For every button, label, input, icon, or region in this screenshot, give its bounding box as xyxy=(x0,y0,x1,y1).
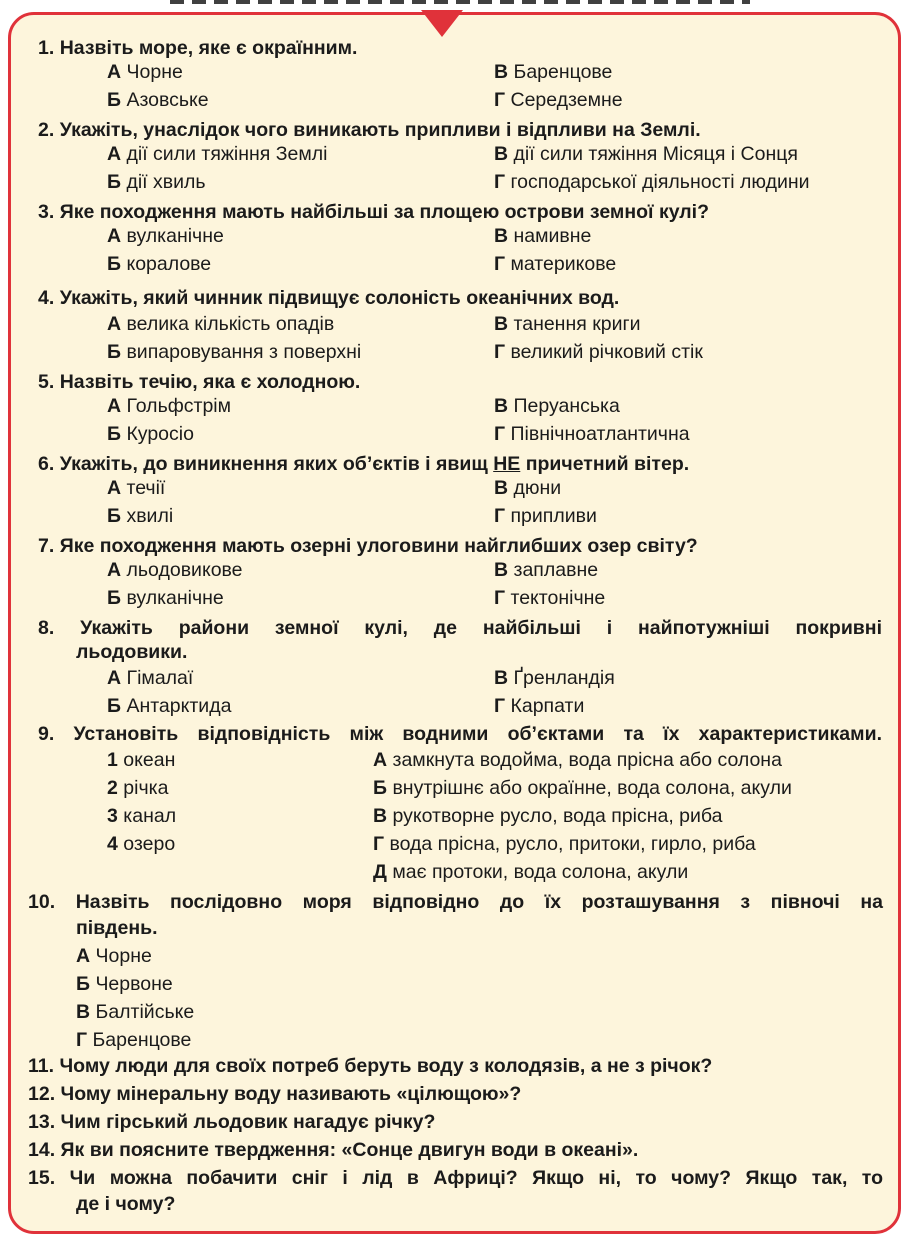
item-key: 2 xyxy=(107,777,118,799)
option-text: випаровування з поверхні xyxy=(126,341,362,363)
option-text: Чорне xyxy=(126,61,183,83)
question-number: 13. xyxy=(28,1111,56,1133)
item-text: вода прісна, русло, притоки, гирло, риба xyxy=(389,833,756,855)
question-number: 3. xyxy=(38,201,55,223)
question-number: 1. xyxy=(38,37,55,59)
item-text: Баренцове xyxy=(92,1029,192,1051)
option-5-B xyxy=(107,420,194,448)
option-text: великий річковий стік xyxy=(510,341,703,363)
item-text: замкнута водойма, вода прісна або солона xyxy=(392,749,782,771)
option-text: вулканічне xyxy=(126,587,224,609)
option-text: Куросіо xyxy=(126,423,194,445)
question-number: 11. xyxy=(28,1055,55,1077)
item-text: Балтійське xyxy=(95,1001,195,1023)
option-letter: В xyxy=(494,559,509,581)
option-3-A xyxy=(107,222,224,250)
question-number: 6. xyxy=(38,453,55,475)
option-text: материкове xyxy=(510,253,617,275)
item-key: А xyxy=(373,749,388,771)
question-13 xyxy=(28,1108,435,1136)
question-text: Чому люди для своїх потреб беруть воду з колодязів, а не з річок? xyxy=(59,1055,713,1077)
option-letter: В xyxy=(494,313,509,335)
option-6-A xyxy=(107,474,165,502)
option-text: Середземне xyxy=(510,89,623,111)
option-8-H xyxy=(494,692,584,720)
option-letter: В xyxy=(494,395,509,417)
option-letter: А xyxy=(107,225,122,247)
option-7-H xyxy=(494,584,605,612)
question-text: Чи можна побачити сніг і лід в Африці? Якщо ні, то чому? Якщо так, то xyxy=(69,1167,884,1189)
option-text: Антарктида xyxy=(126,695,232,717)
item-key: А xyxy=(76,945,91,967)
question-number: 4. xyxy=(38,287,55,309)
option-7-V xyxy=(494,556,598,584)
option-text: намивне xyxy=(513,225,592,247)
option-letter: Б xyxy=(107,695,122,717)
option-text: Перуанська xyxy=(513,395,620,417)
question-number: 10. xyxy=(28,891,56,913)
question-number: 8. xyxy=(38,617,55,639)
match-left-9-3 xyxy=(107,830,175,858)
question-number: 12. xyxy=(28,1083,56,1105)
option-4-H xyxy=(494,338,703,366)
question-text: Укажіть, який чинник підвищує солоність океанічних вод. xyxy=(59,287,620,309)
match-right-9-4 xyxy=(373,858,688,886)
option-text: Баренцове xyxy=(513,61,613,83)
question-text: Назвіть послідовно моря відповідно до їх розташування з півночі на xyxy=(75,891,883,913)
option-5-V xyxy=(494,392,620,420)
option-3-H xyxy=(494,250,616,278)
option-letter: А xyxy=(107,61,122,83)
option-letter: А xyxy=(107,143,122,165)
question-1 xyxy=(38,34,357,62)
question-text: Укажіть, унаслідок чого виникають припливи і відпливи на Землі. xyxy=(59,119,701,141)
item-key: 4 xyxy=(107,833,118,855)
option-letter: В xyxy=(494,225,509,247)
question-text: Установіть відповідність між водними об’єктами та їх характеристиками. xyxy=(73,723,882,745)
question-15-line2 xyxy=(76,1190,175,1218)
option-text: хвилі xyxy=(126,505,174,527)
item-text: має протоки, вода солона, акули xyxy=(392,861,689,883)
option-letter: Г xyxy=(494,423,506,445)
list-item-10-3 xyxy=(76,1026,191,1054)
option-7-B xyxy=(107,584,224,612)
option-letter: Г xyxy=(494,505,506,527)
option-text: Карпати xyxy=(510,695,585,717)
question-10-line2 xyxy=(76,914,158,942)
question-9 xyxy=(38,720,882,748)
question-text-cont: льодовики. xyxy=(76,641,188,663)
question-number: 7. xyxy=(38,535,55,557)
option-1-A xyxy=(107,58,183,86)
option-2-H xyxy=(494,168,810,196)
match-left-9-2 xyxy=(107,802,176,830)
question-text-end: причетний вітер. xyxy=(520,453,690,475)
option-letter: А xyxy=(107,313,122,335)
option-3-B xyxy=(107,250,211,278)
option-text: льодовикове xyxy=(126,559,243,581)
option-8-B xyxy=(107,692,231,720)
item-key: В xyxy=(373,805,388,827)
question-14 xyxy=(28,1136,638,1164)
option-text: коралове xyxy=(126,253,212,275)
question-number: 2. xyxy=(38,119,55,141)
option-text: танення криги xyxy=(513,313,641,335)
item-key: Г xyxy=(76,1029,88,1051)
question-text: Назвіть течію, яка є холодною. xyxy=(59,371,361,393)
item-key: 3 xyxy=(107,805,118,827)
item-key: В xyxy=(76,1001,91,1023)
item-key: Б xyxy=(373,777,388,799)
item-text: океан xyxy=(123,749,176,771)
item-text: канал xyxy=(123,805,177,827)
list-item-10-1 xyxy=(76,970,173,998)
item-key: Б xyxy=(76,973,91,995)
option-text: припливи xyxy=(510,505,597,527)
option-letter: В xyxy=(494,143,509,165)
previous-page-strip xyxy=(0,0,923,8)
item-text: озеро xyxy=(123,833,176,855)
option-text: дії сили тяжіння Місяця і Сонця xyxy=(513,143,798,165)
item-text: Чорне xyxy=(95,945,152,967)
option-text: течії xyxy=(126,477,166,499)
question-number: 14. xyxy=(28,1139,56,1161)
item-text: річка xyxy=(123,777,169,799)
match-right-9-3 xyxy=(373,830,756,858)
option-letter: В xyxy=(494,61,509,83)
option-letter: Б xyxy=(107,253,122,275)
option-text: тектонічне xyxy=(510,587,606,609)
option-letter: Б xyxy=(107,423,122,445)
option-5-H xyxy=(494,420,690,448)
question-text: Яке походження мають найбільші за площею острови земної кулі? xyxy=(59,201,710,223)
question-number: 9. xyxy=(38,723,55,745)
option-6-V xyxy=(494,474,561,502)
question-text: Чому мінеральну воду називають «цілющою»? xyxy=(60,1083,522,1105)
option-letter: А xyxy=(107,667,122,689)
option-6-B xyxy=(107,502,173,530)
option-letter: А xyxy=(107,477,122,499)
option-text: Гольфстрім xyxy=(126,395,232,417)
question-number: 15. xyxy=(28,1167,56,1189)
question-12 xyxy=(28,1080,521,1108)
option-letter: Г xyxy=(494,171,506,193)
option-6-H xyxy=(494,502,597,530)
option-text: велика кількість опадів xyxy=(126,313,335,335)
option-letter: Г xyxy=(494,587,506,609)
item-text: рукотворне русло, вода прісна, риба xyxy=(392,805,723,827)
question-number: 5. xyxy=(38,371,55,393)
question-text-cont: де і чому? xyxy=(76,1193,176,1215)
option-4-V xyxy=(494,310,640,338)
option-letter: Б xyxy=(107,505,122,527)
option-letter: В xyxy=(494,667,509,689)
option-1-H xyxy=(494,86,623,114)
option-2-A xyxy=(107,140,328,168)
question-10-line1 xyxy=(28,888,883,916)
question-emphasis: НЕ xyxy=(493,453,521,475)
question-8-line2 xyxy=(76,638,187,666)
option-text: господарської діяльності людини xyxy=(510,171,810,193)
option-text: дії сили тяжіння Землі xyxy=(126,143,328,165)
option-4-A xyxy=(107,310,334,338)
option-letter: Г xyxy=(494,253,506,275)
option-2-V xyxy=(494,140,798,168)
item-text: внутрішнє або окраїнне, вода солона, акули xyxy=(392,777,792,799)
option-letter: А xyxy=(107,395,122,417)
match-right-9-0 xyxy=(373,746,782,774)
question-text: Укажіть, до виникнення яких об’єктів і явищ xyxy=(59,453,494,475)
match-left-9-0 xyxy=(107,746,175,774)
option-8-V xyxy=(494,664,615,692)
option-7-A xyxy=(107,556,243,584)
option-4-B xyxy=(107,338,361,366)
item-text: Червоне xyxy=(95,973,173,995)
option-letter: Б xyxy=(107,341,122,363)
option-text: заплавне xyxy=(513,559,599,581)
option-letter: Б xyxy=(107,89,122,111)
option-text: Ґренландія xyxy=(513,667,615,689)
option-1-V xyxy=(494,58,612,86)
item-key: Д xyxy=(373,861,387,883)
question-4 xyxy=(38,284,619,312)
question-text: Як ви поясните твердження: «Сонце двигун води в океані». xyxy=(60,1139,639,1161)
tab-notch xyxy=(421,10,463,37)
question-text: Чим гірський льодовик нагадує річку? xyxy=(60,1111,436,1133)
option-8-A xyxy=(107,664,193,692)
option-text: дії хвиль xyxy=(126,171,206,193)
item-key: Г xyxy=(373,833,385,855)
option-text: дюни xyxy=(513,477,562,499)
option-5-A xyxy=(107,392,231,420)
option-3-V xyxy=(494,222,591,250)
question-11 xyxy=(28,1052,712,1080)
option-letter: В xyxy=(494,477,509,499)
option-text: вулканічне xyxy=(126,225,224,247)
option-letter: Г xyxy=(494,89,506,111)
list-item-10-0 xyxy=(76,942,152,970)
match-right-9-2 xyxy=(373,802,722,830)
question-text: Яке походження мають озерні улоговини найглибших озер світу? xyxy=(59,535,698,557)
match-left-9-1 xyxy=(107,774,168,802)
item-key: 1 xyxy=(107,749,118,771)
option-letter: Б xyxy=(107,587,122,609)
option-text: Азовське xyxy=(126,89,209,111)
match-right-9-1 xyxy=(373,774,792,802)
option-2-B xyxy=(107,168,206,196)
option-letter: Б xyxy=(107,171,122,193)
question-15-line1 xyxy=(28,1164,883,1192)
option-letter: А xyxy=(107,559,122,581)
option-text: Гімалаї xyxy=(126,667,194,689)
question-text-cont: південь. xyxy=(76,917,158,939)
option-1-B xyxy=(107,86,209,114)
option-letter: Г xyxy=(494,695,506,717)
question-text: Назвіть море, яке є окраїнним. xyxy=(59,37,358,59)
option-letter: Г xyxy=(494,341,506,363)
question-text: Укажіть райони земної кулі, де найбільші і найпотужніші покривні xyxy=(80,617,882,639)
list-item-10-2 xyxy=(76,998,194,1026)
option-text: Північноатлантична xyxy=(510,423,690,445)
